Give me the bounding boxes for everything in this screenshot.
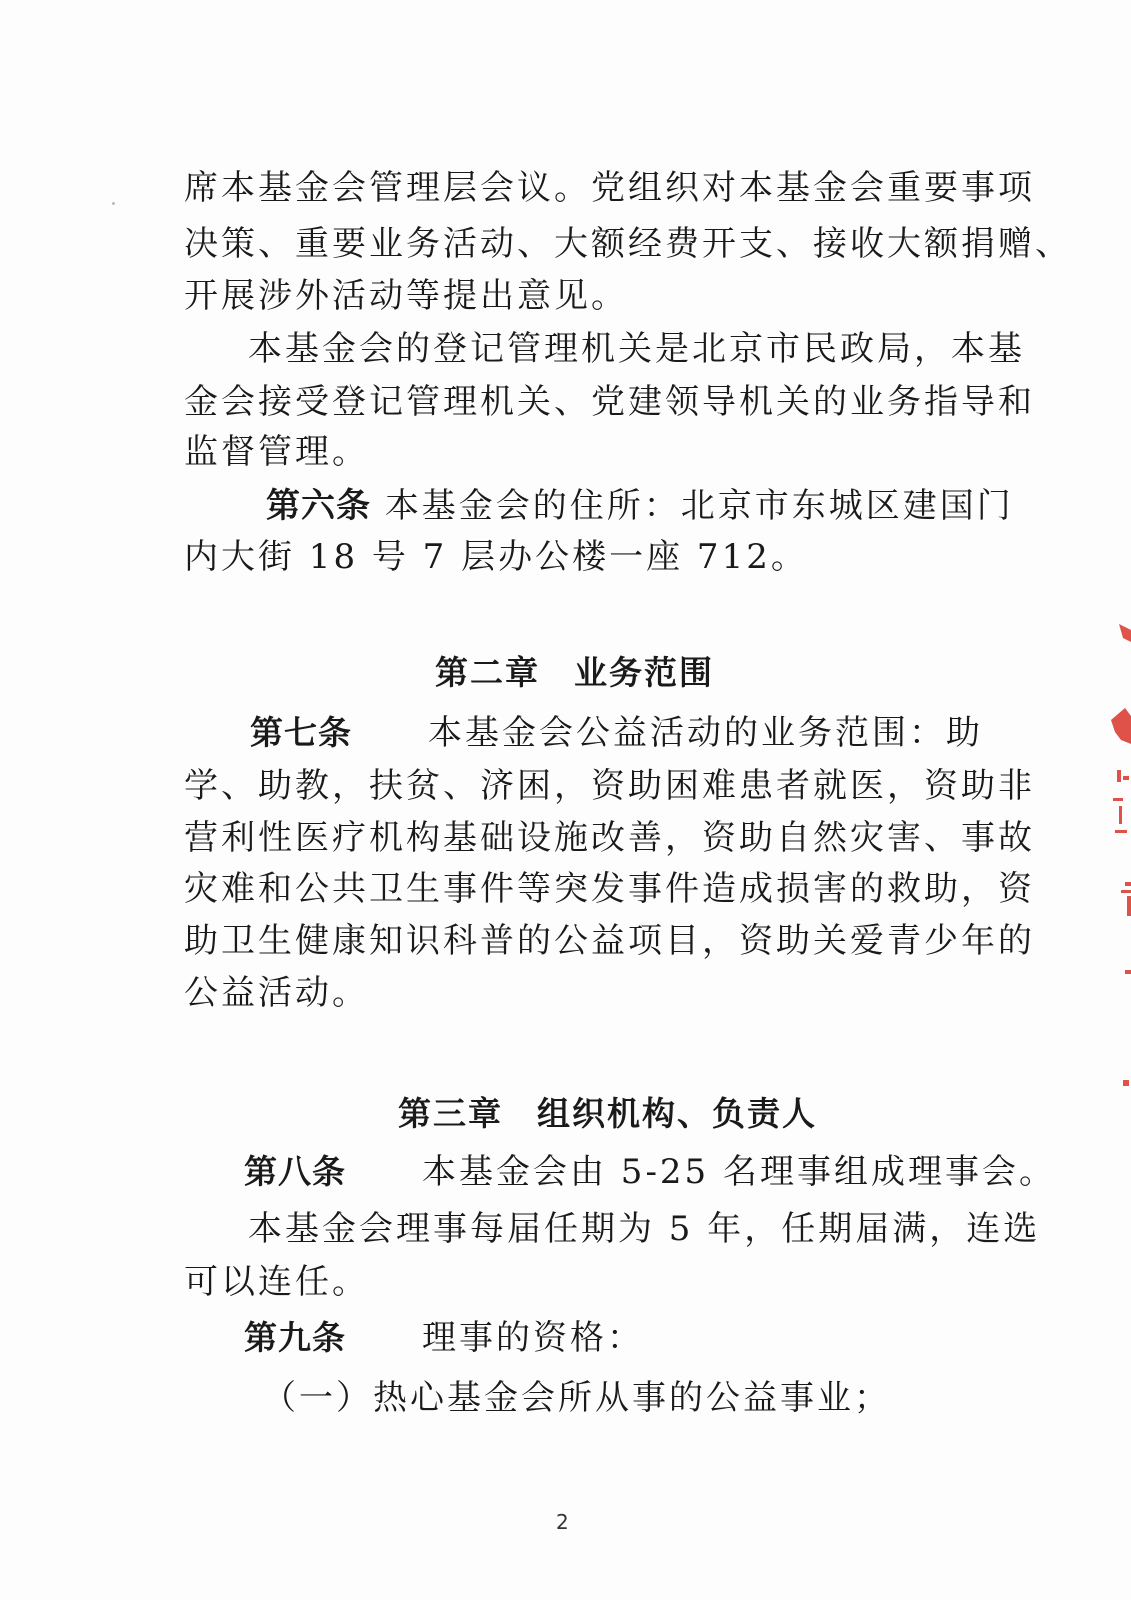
paragraph-line: 决策、重要业务活动、大额经费开支、接收大额捐赠、 [184,224,1072,264]
paragraph-line: 可以连任。 [184,1262,369,1302]
paragraph-line: 灾难和公共卫生事件等突发事件造成损害的救助，资 [184,869,1035,909]
chapter-title: 业务范围 [574,653,714,692]
article-label: 第九条 [244,1318,346,1357]
paragraph-line: 内大街 18 号 7 层办公楼一座 712。 [184,537,808,577]
scan-speck [112,202,115,205]
article-6 [266,480,1014,532]
seal-stamp-fragment [1105,620,1131,1090]
chapter-number: 第二章 [435,653,540,692]
paragraph-line: 本基金会的登记管理机关是北京市民政局，本基 [248,329,1025,369]
article-text: 本基金会公益活动的业务范围：助 [428,713,983,753]
paragraph-line: 助卫生健康知识科普的公益项目，资助关爱青少年的 [184,921,1035,961]
paragraph-line: 本基金会理事每届任期为 5 年，任期届满，连选 [248,1209,1041,1249]
article-7 [250,707,983,759]
article-text: 理事的资格： [422,1318,644,1358]
paragraph-line: 监督管理。 [184,432,369,472]
paragraph-line: 开展涉外活动等提出意见。 [184,276,628,316]
paragraph-line: 席本基金会管理层会议。党组织对本基金会重要事项 [184,168,1035,208]
article-9 [244,1312,974,1364]
chapter-heading [398,1088,817,1140]
article-label: 第七条 [250,713,352,752]
article-label: 第八条 [244,1152,346,1191]
chapter-number: 第三章 [398,1094,503,1133]
paragraph-line: 学、助教，扶贫、济困，资助困难患者就医，资助非 [184,766,1035,806]
list-item: （一）热心基金会所从事的公益事业； [262,1378,891,1418]
paragraph-line: 公益活动。 [184,973,369,1013]
paragraph-line: 金会接受登记管理机关、党建领导机关的业务指导和 [184,382,1035,422]
page-number: 2 [556,1510,569,1534]
article-label: 第六条 [266,486,371,526]
chapter-heading [435,647,714,699]
article-text: 本基金会的住所：北京市东城区建国门 [384,486,1014,526]
article-8 [244,1146,1056,1198]
paragraph-line: 营利性医疗机构基础设施改善，资助自然灾害、事故 [184,818,1035,858]
article-text: 本基金会由 5-25 名理事组成理事会。 [422,1152,1056,1192]
chapter-title: 组织机构、负责人 [537,1094,817,1133]
